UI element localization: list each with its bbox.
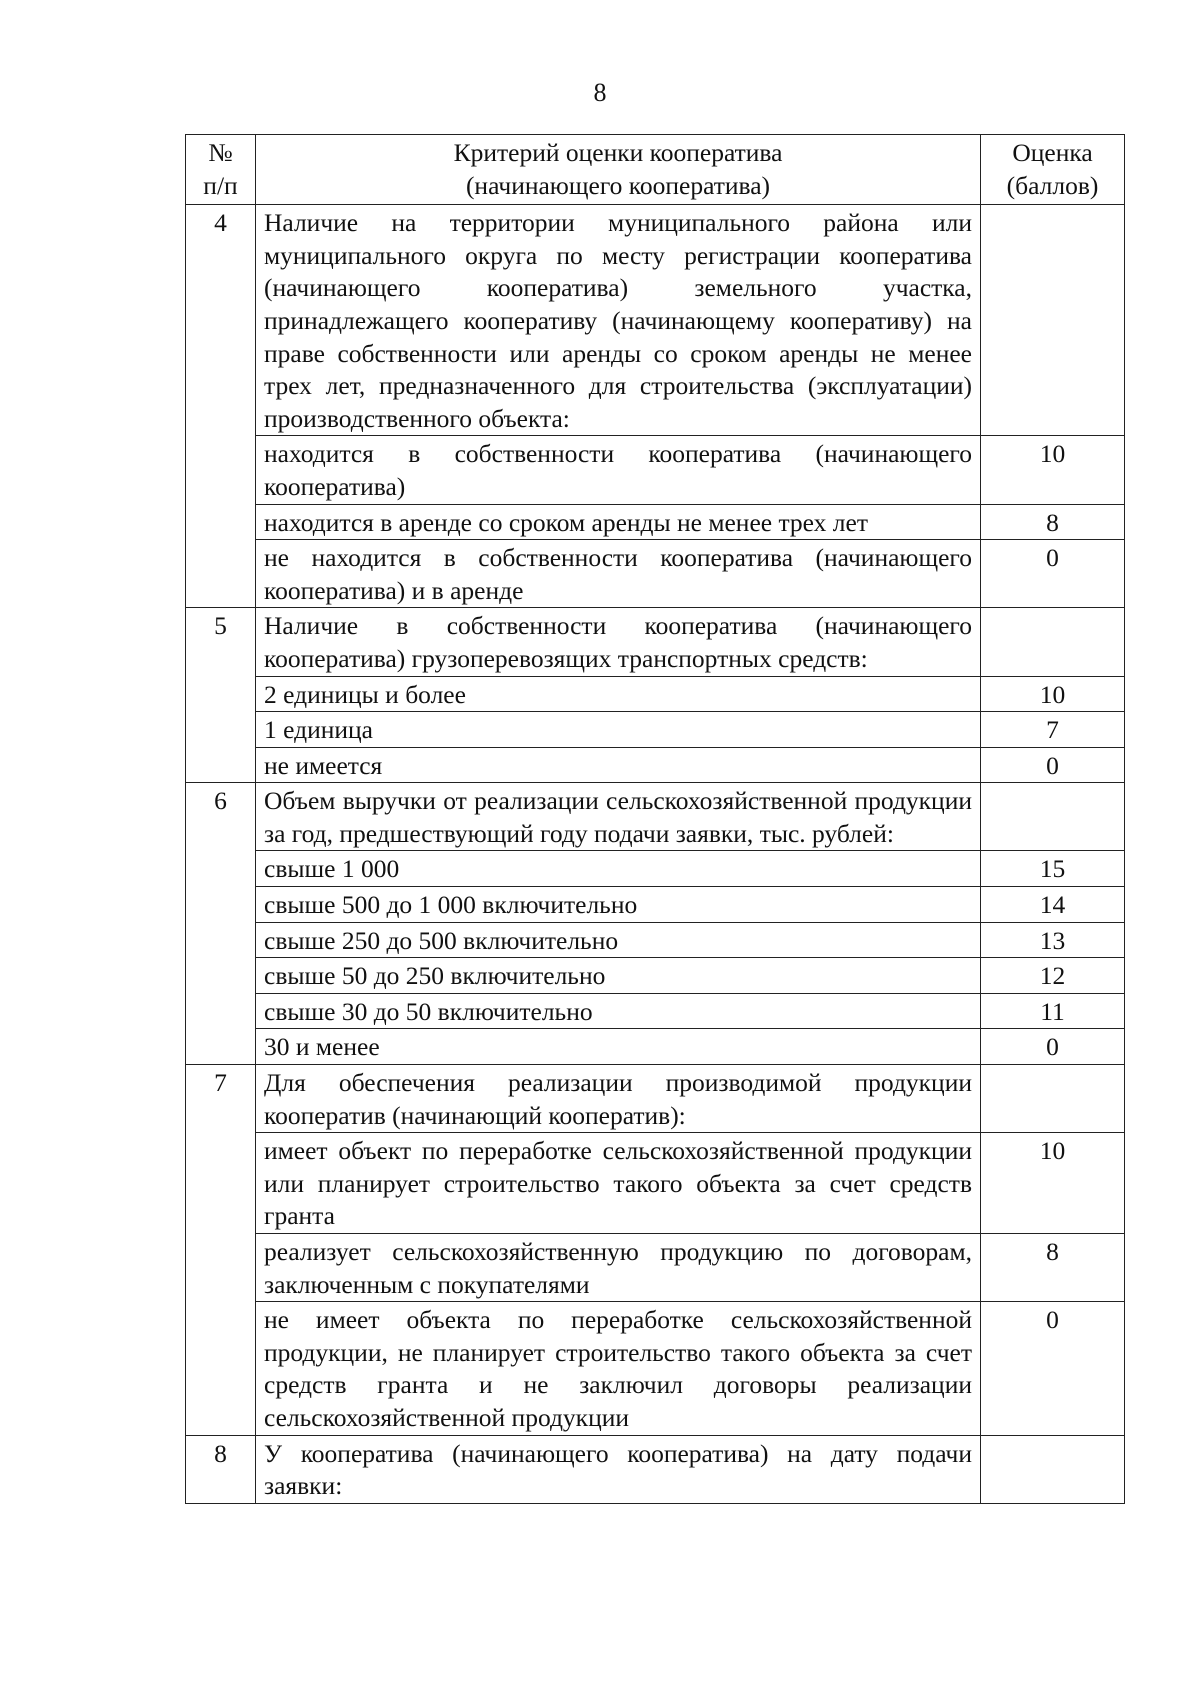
option-score: 0 [981,747,1125,783]
criterion-title: Объем выручки от реализации сельскохозяйственной продукции за год, предшествующий году подачи заявки, тыс. рублей: [256,783,981,851]
criterion-title: Наличие на территории муниципального района или муниципального округа по месту регистрации кооператива (начинающего кооператива) земельного участка, принадлежащего кооперативу (начинающему кооперативу) на праве собственности или аренды со сроком аренды не менее трех лет, предназначенного для строительства (эксплуатации) производственного объекта: [256,205,981,436]
criterion-row [186,783,1125,851]
option-score: 13 [981,922,1125,958]
option-score: 8 [981,1234,1125,1302]
criterion-title: У кооператива (начинающего кооператива) на дату подачи заявки: [256,1435,981,1503]
header-num-abbr: п/п [203,170,238,200]
option-row [186,1029,1125,1065]
header-score-unit: (баллов) [1006,170,1099,200]
criterion-number: 5 [186,608,256,783]
option-text: 1 единица [256,712,981,748]
option-text: 2 единицы и более [256,676,981,712]
option-text: не имеется [256,747,981,783]
option-text: свыше 30 до 50 включительно [256,993,981,1029]
criterion-row [186,205,1125,436]
criterion-row [186,608,1125,676]
option-row [186,958,1125,994]
option-score: 12 [981,958,1125,994]
option-row [186,1234,1125,1302]
criterion-number: 7 [186,1065,256,1436]
option-score: 8 [981,504,1125,540]
option-score: 15 [981,851,1125,887]
header-num-symbol: № [208,138,233,167]
option-score: 14 [981,887,1125,923]
option-text: реализует сельскохозяйственную продукцию по договорам, заключенным с покупателями [256,1234,981,1302]
criterion-score-empty [981,1065,1125,1133]
option-row [186,1133,1125,1234]
option-text: находится в собственности кооператива (начинающего кооператива) [256,436,981,504]
option-row [186,887,1125,923]
option-score: 0 [981,1302,1125,1435]
option-row [186,504,1125,540]
table-header-row [186,135,1125,205]
criterion-row [186,1435,1125,1503]
criterion-score-empty [981,608,1125,676]
page-number: 8 [593,78,607,107]
option-score: 0 [981,540,1125,608]
criterion-title: Наличие в собственности кооператива (начинающего кооператива) грузоперевозящих транспортных средств: [256,608,981,676]
option-row [186,993,1125,1029]
criterion-number: 4 [186,205,256,608]
option-row [186,747,1125,783]
option-row [186,712,1125,748]
option-text: находится в аренде со сроком аренды не менее трех лет [256,504,981,540]
header-criterion-subtitle: (начинающего кооператива) [465,170,771,200]
criterion-score-empty [981,783,1125,851]
option-text: не находится в собственности кооператива (начинающего кооператива) и в аренде [256,540,981,608]
header-num-cell [186,135,256,205]
header-criterion-cell [256,135,981,205]
option-row [186,676,1125,712]
criteria-table [185,134,1125,1504]
header-criterion-title: Критерий оценки кооператива [453,138,783,167]
option-row [186,540,1125,608]
option-score: 10 [981,1133,1125,1234]
option-row [186,436,1125,504]
criterion-number: 6 [186,783,256,1065]
option-score: 11 [981,993,1125,1029]
criterion-number: 8 [186,1435,256,1503]
criterion-title: Для обеспечения реализации производимой продукции кооператив (начинающий кооператив): [256,1065,981,1133]
criterion-score-empty [981,1435,1125,1503]
criterion-row [186,1065,1125,1133]
option-text: 30 и менее [256,1029,981,1065]
option-row [186,851,1125,887]
table-body [186,205,1125,1504]
option-text: свыше 50 до 250 включительно [256,958,981,994]
option-score: 0 [981,1029,1125,1065]
option-score: 10 [981,676,1125,712]
option-text: не имеет объекта по переработке сельскохозяйственной продукции, не планирует строительство такого объекта за счет средств гранта и не заключил договоры реализации сельскохозяйственной продукции [256,1302,981,1435]
header-score-cell [981,135,1125,205]
criterion-score-empty [981,205,1125,436]
option-row [186,922,1125,958]
option-text: свыше 1 000 [256,851,981,887]
option-score: 10 [981,436,1125,504]
option-text: имеет объект по переработке сельскохозяйственной продукции или планирует строительство такого объекта за счет средств гранта [256,1133,981,1234]
header-score-title: Оценка [1012,138,1093,167]
option-text: свыше 250 до 500 включительно [256,922,981,958]
option-row [186,1302,1125,1435]
option-score: 7 [981,712,1125,748]
option-text: свыше 500 до 1 000 включительно [256,887,981,923]
